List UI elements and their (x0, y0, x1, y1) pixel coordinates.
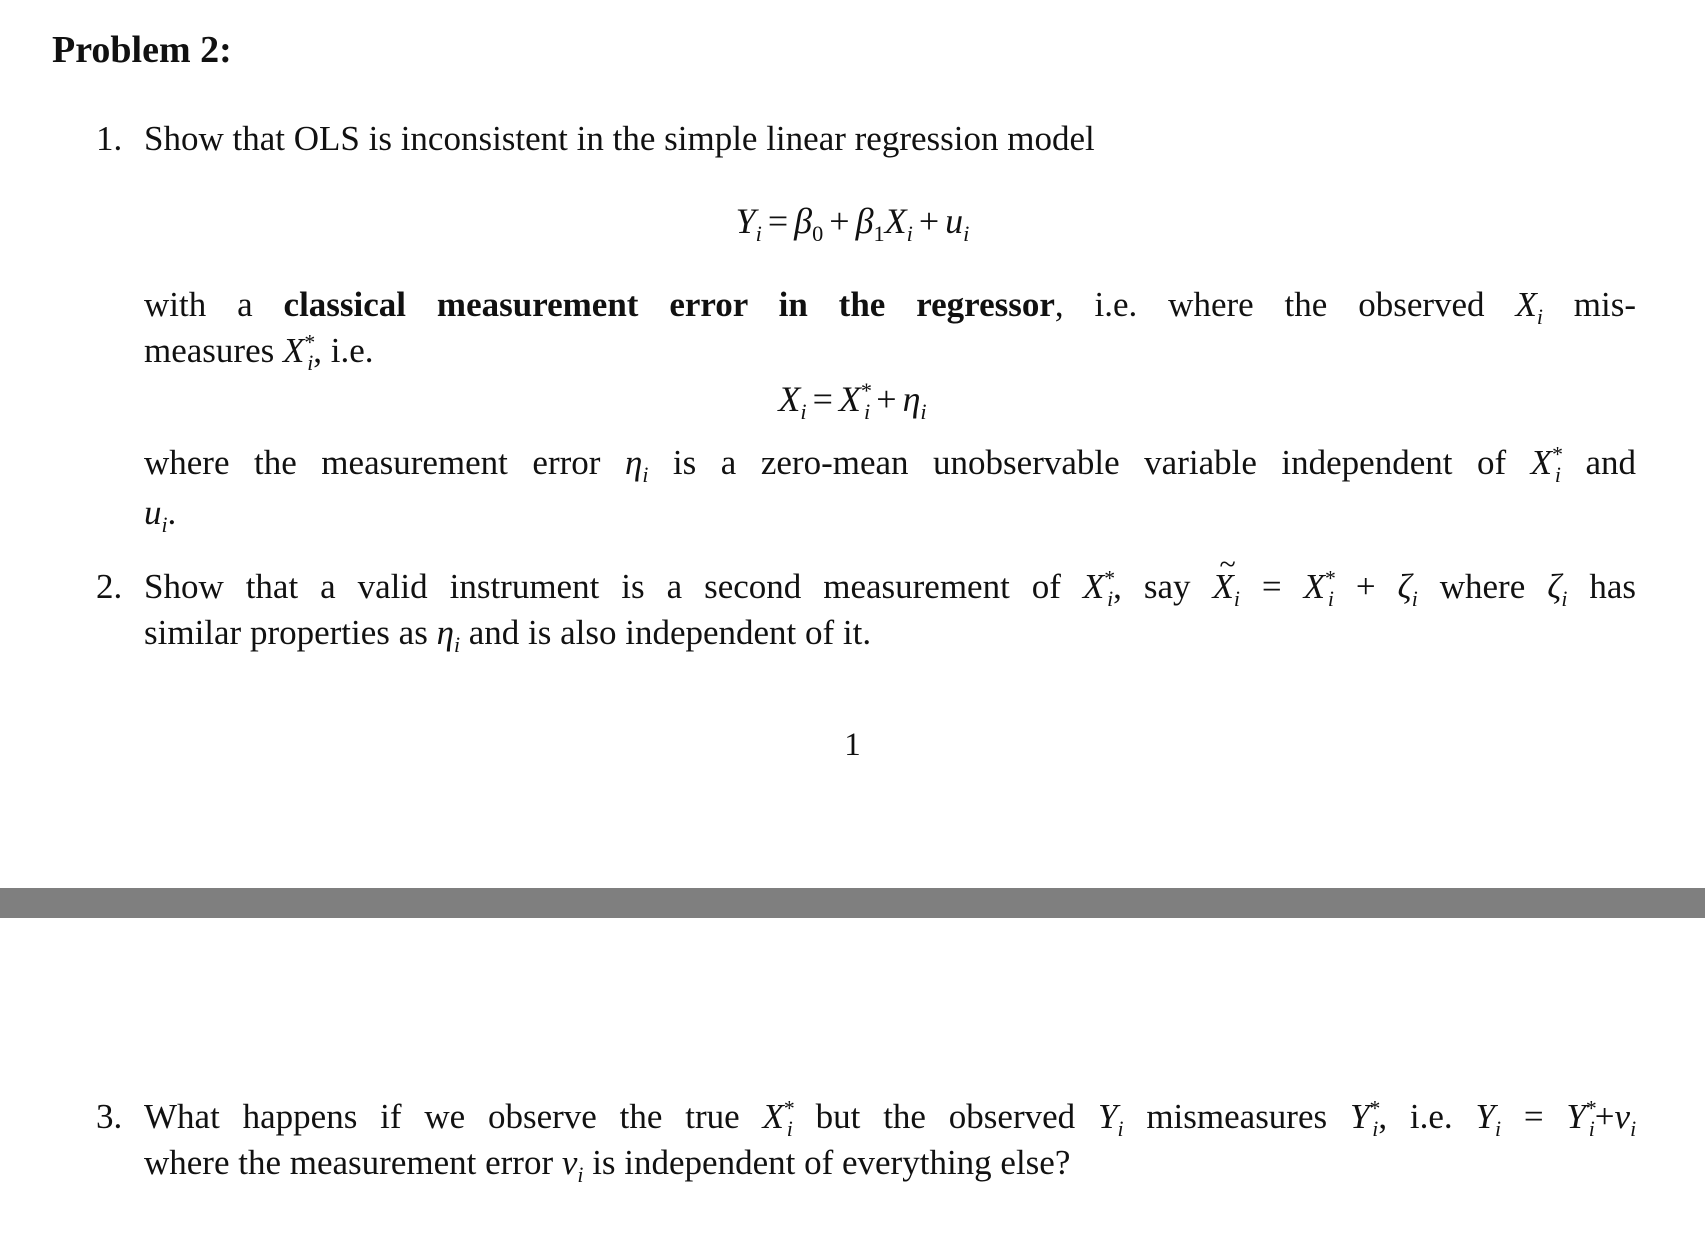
item-3-text-line-1: What happens if we observe the true $X^*_i$ but the observed $Y_i$ mismeasures $Y^*_i$, i.e. $Y_i = Y^*_i+v_i$ (144, 1096, 1637, 1141)
document-page-2 (0, 918, 1705, 1234)
item-2-text-line-2: similar properties as $\eta_i$ and is also independent of it. (144, 613, 872, 657)
list-item-3 (96, 1094, 1636, 1186)
item-2-text-line-1: Show that a valid instrument is a second measurement of $X^*_i$, say ~ $X_i = X^*_i + \zeta_i$ where $\zeta_i$ has (144, 564, 1636, 610)
list-item-1-tail (96, 440, 1636, 536)
item-number: 3. (96, 1097, 123, 1136)
item-number: 2. (96, 567, 123, 606)
item-1-intro: Show that OLS is inconsistent in the simple linear regression model (144, 119, 1095, 158)
page-number: 1 (844, 727, 861, 763)
problem-title: Problem 2: (52, 29, 232, 71)
error-equation: $X_i = X^*_i + \eta_i$ (778, 378, 927, 425)
item-1-text-line-3: where the measurement error $\eta_i$ is a zero-mean unobservable variable independent of $X^*_i$ and (144, 442, 1637, 487)
item-3-text-line-2: where the measurement error $v_i$ is independent of everything else? (144, 1143, 1071, 1187)
item-number: 1. (96, 119, 123, 158)
list-item-2 (96, 564, 1636, 656)
list-item-1 (96, 116, 1636, 162)
page-separator (0, 888, 1705, 918)
item-1-text-line-1: with a classical measurement error in the regressor, i.e. where the observed $X_i$ mis- (144, 285, 1636, 329)
item-1-text-line-4: $u_i$. (144, 493, 177, 537)
bold-phrase: classical measurement error in the regressor (283, 285, 1055, 324)
item-1-text-line-2: measures $X^*_i$, i.e. (144, 330, 374, 375)
list-item-1-continued (96, 282, 1636, 374)
model-equation: $Y_i = \beta_0 + \beta_1X_i + u_i$ (735, 201, 970, 247)
